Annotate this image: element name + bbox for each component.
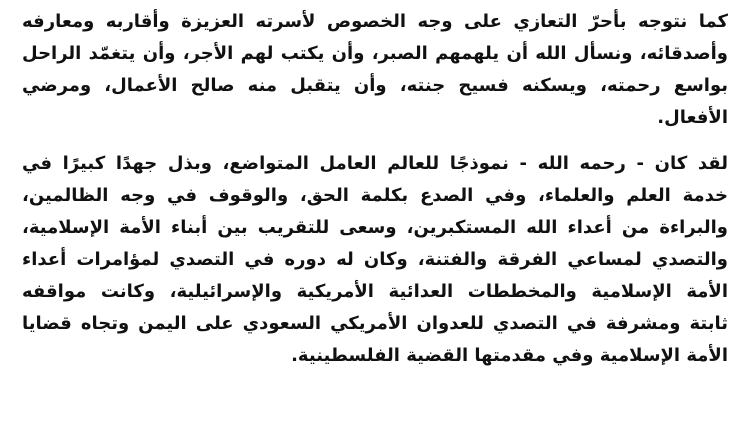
- text-line: الأفعال.: [657, 107, 728, 128]
- text-line: خدمة العلم والعلماء، وفي الصدع بكلمة الحق، والوقوف في وجه الظالمين،: [22, 185, 728, 206]
- paragraph-biography: [22, 148, 728, 372]
- text-line: والتصدي لمساعي الفرقة والفتنة، وكان له دوره في التصدي لمؤامرات أعداء: [22, 249, 728, 270]
- text-line: لقد كان - رحمه الله - نموذجًا للعالم العامل المتواضع، وبذل جهدًا كبيرًا في: [22, 153, 728, 174]
- text-line: وأصدقائه، ونسأل الله أن يلهمهم الصبر، وأن يكتب لهم الأجر، وأن يتغمّد الراحل: [22, 43, 728, 64]
- text-line: والبراءة من أعداء الله المستكبرين، وسعى للتقريب بين أبناء الأمة الإسلامية،: [22, 217, 728, 238]
- text-line: ثابتة ومشرفة في التصدي للعدوان الأمريكي السعودي على اليمن وتجاه قضايا: [22, 313, 728, 334]
- article-body: [22, 0, 728, 372]
- text-line: الأمة الإسلامية وفي مقدمتها القضية الفلسطينية.: [291, 345, 728, 366]
- paragraph-condolences: [22, 0, 728, 134]
- text-line: بواسع رحمته، ويسكنه فسيح جنته، وأن يتقبل منه صالح الأعمال، ومرضي: [22, 75, 728, 96]
- text-line: كما نتوجه بأحرّ التعازي على وجه الخصوص لأسرته العزيزة وأقاربه ومعارفه: [22, 11, 728, 32]
- text-line: الأمة الإسلامية والمخططات العدائية الأمريكية والإسرائيلية، وكانت مواقفه: [22, 281, 728, 302]
